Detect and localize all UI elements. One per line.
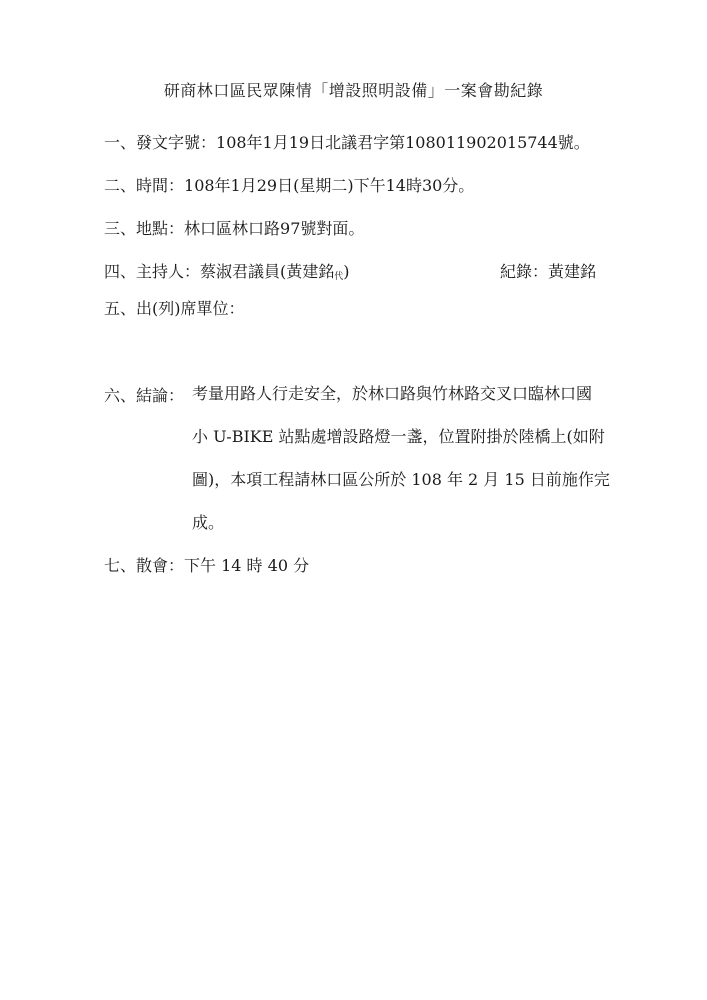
host-value-end: ) bbox=[343, 262, 350, 281]
place-value: 林口區林口路97號對面。 bbox=[184, 219, 365, 238]
conclusion-line: 成。 bbox=[192, 513, 225, 532]
recorder-label: 紀錄： bbox=[500, 262, 549, 281]
adjourn-label: 七、散會： bbox=[104, 556, 185, 575]
adjourn-value: 下午 14 時 40 分 bbox=[184, 556, 310, 575]
conclusion-line: 小 U-BIKE 站點處增設路燈一盞，位置附掛於陸橋上(如附 bbox=[192, 427, 605, 446]
doc-number-value: 108年1月19日北議君字第108011902015744號。 bbox=[216, 133, 590, 152]
host-row bbox=[104, 261, 350, 288]
place-row bbox=[104, 218, 364, 240]
recorder-value: 黃建銘 bbox=[548, 262, 597, 281]
place-label: 三、地點： bbox=[104, 219, 185, 238]
doc-number-row bbox=[104, 132, 590, 154]
host-label: 四、主持人： bbox=[104, 262, 201, 281]
time-value: 108年1月29日(星期二)下午14時30分。 bbox=[184, 176, 475, 195]
document-title: 研商林口區民眾陳情「增設照明設備」一案會勘紀錄 bbox=[163, 81, 544, 100]
doc-number-label: 一、發文字號： bbox=[104, 133, 217, 152]
time-label: 二、時間： bbox=[104, 176, 185, 195]
attendees-row bbox=[104, 298, 245, 320]
conclusion-label: 六、結論： bbox=[104, 386, 185, 405]
host-proxy-mark: 代 bbox=[334, 272, 344, 282]
adjourn-row bbox=[104, 555, 309, 577]
conclusion-line: 考量用路人行走安全，於林口路與竹林路交叉口臨林口國 bbox=[192, 384, 593, 403]
conclusion-line: 圖)，本項工程請林口區公所於 108 年 2 月 15 日前施作完 bbox=[192, 470, 610, 489]
time-row bbox=[104, 175, 474, 197]
host-value: 蔡淑君議員(黃建銘 bbox=[200, 262, 335, 281]
attendees-label: 五、出(列)席單位： bbox=[104, 299, 245, 318]
recorder-field bbox=[500, 261, 596, 283]
